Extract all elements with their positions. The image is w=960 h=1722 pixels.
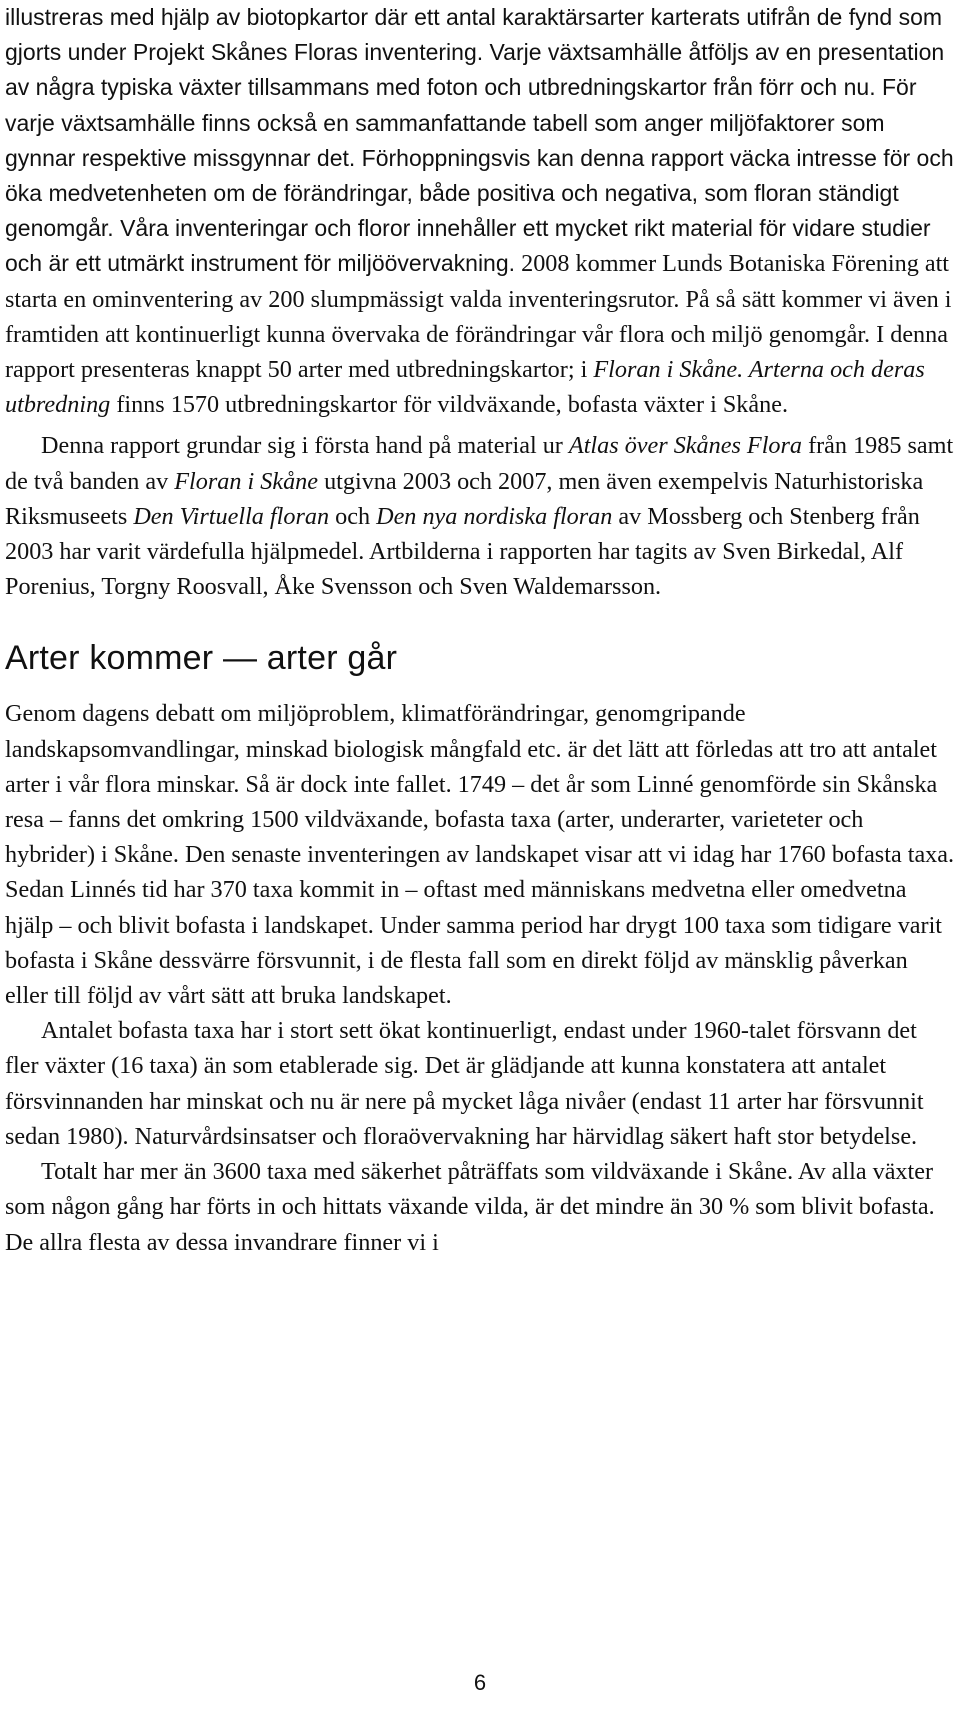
document-page — [5, 0, 955, 1260]
body-paragraph-1: Genom dagens debatt om miljöproblem, klimatförändringar, genomgripande landskapsomvandlingar, minskad biologisk mångfald etc. är det lätt att förledas att tro att antalet arter i vår flora minskar. Så är dock inte fallet. 1749 – det år som Linné genomförde sin Skånska resa – fanns det omkring 1500 vildväxande, bofasta taxa (arter, underarter, varieteter och hybrider) i Skåne. Den senaste inventeringen av landskapet visar att vi idag har 1760 bofasta taxa. Sedan Linnés tid har 370 taxa kommit in – oftast med människans medvetna eller omedvetna hjälp – och blivit bofasta i landskapet. Under samma period har drygt 100 taxa som tidigare varit bofasta i Skåne dessvärre försvunnit, i de flesta fall som en direkt följd av mänsklig påverkan eller till följd av vårt sätt att bruka landskapet. — [5, 700, 955, 1010]
sources-segment: av Mossberg och Stenberg från 2003 har varit värdefulla hjälpmedel. Artbilderna i rapporten har tagits av Sven Birkedal, Alf Porenius, Torgny Roosvall, Åke Svensson och Sven Waldemarsson. — [5, 502, 920, 601]
sources-segment: utgivna 2003 och 2007, men även exempelvis Naturhistoriska Riksmuseets — [5, 467, 924, 530]
section-heading: Arter kommer — arter går — [5, 639, 398, 678]
body-paragraph-2: Antalet bofasta taxa har i stort sett ökat kontinuerligt, endast under 1960-talet försvann det fler växter (16 taxa) än som etablerade sig. Det är glädjande att kunna konstatera att antalet försvinnanden har minskat och nu är nere på mycket låga nivåer (endast 11 arter har försvunnit sedan 1980). Naturvårdsinsatser och floraövervakning har härvidlag säkert haft stor betydelse. — [5, 1017, 924, 1150]
sources-segment: Atlas över Skånes Flora — [568, 432, 803, 460]
sources-segment: Denna rapport grundar sig i första hand på material ur — [41, 432, 569, 460]
intro-segment: Floran i Skåne. Arterna och deras utbredning — [5, 356, 925, 419]
sources-segment: Den Virtuella floran — [133, 502, 330, 530]
intro-segment: illustreras med hjälp av biotopkartor där ett antal karaktärsarter karterats utifrån de fynd som gjorts under Projekt Skånes Floras inventering. Varje växtsamhälle åtföljs av en presentation av några typiska växter tillsammans med foton och utbredningskartor från förr och nu. — [5, 4, 945, 101]
page-number: 6 — [473, 1670, 487, 1695]
sources-segment: Den nya nordiska floran — [376, 502, 613, 530]
intro-segment: 2008 kommer Lunds Botaniska Förening att starta en ominventering av 200 slumpmässigt valda inventeringsrutor. På så sätt kommer vi även i framtiden att kontinuerligt kunna övervaka de förändringar vår flora och miljö genomgår. I denna rapport presenteras knappt 50 arter med utbredningskartor; i — [5, 250, 952, 384]
sources-segment: och — [329, 502, 377, 530]
sources-paragraph — [5, 428, 955, 604]
intro-segment: finns 1570 utbredningskartor för vildväxande, bofasta växter i Skåne. — [110, 391, 789, 419]
intro-paragraph — [5, 0, 955, 422]
intro-segment: För varje växtsamhälle finns också en sammanfattande tabell som anger miljöfaktorer som gynnar respektive missgynnar det. Förhoppningsvis kan denna rapport väcka intresse för och öka medvetenheten om de förändringar, både positiva och negativa, som floran ständigt genomgår. Våra inventeringar och floror innehåller ett mycket rikt material för vidare studier och är ett utmärkt instrument för miljöövervakning. — [5, 74, 954, 277]
body-paragraph-3: Totalt har mer än 3600 taxa med säkerhet påträffats som vildväxande i Skåne. Av alla växter som någon gång har förts in och hittats växande vilda, är det mindre än 30 % som blivit bofasta. De allra flesta av dessa invandrare finner vi i — [5, 1158, 935, 1256]
sources-segment: Floran i Skåne — [174, 467, 319, 495]
sources-segment: från 1985 samt de två banden av — [5, 432, 954, 495]
